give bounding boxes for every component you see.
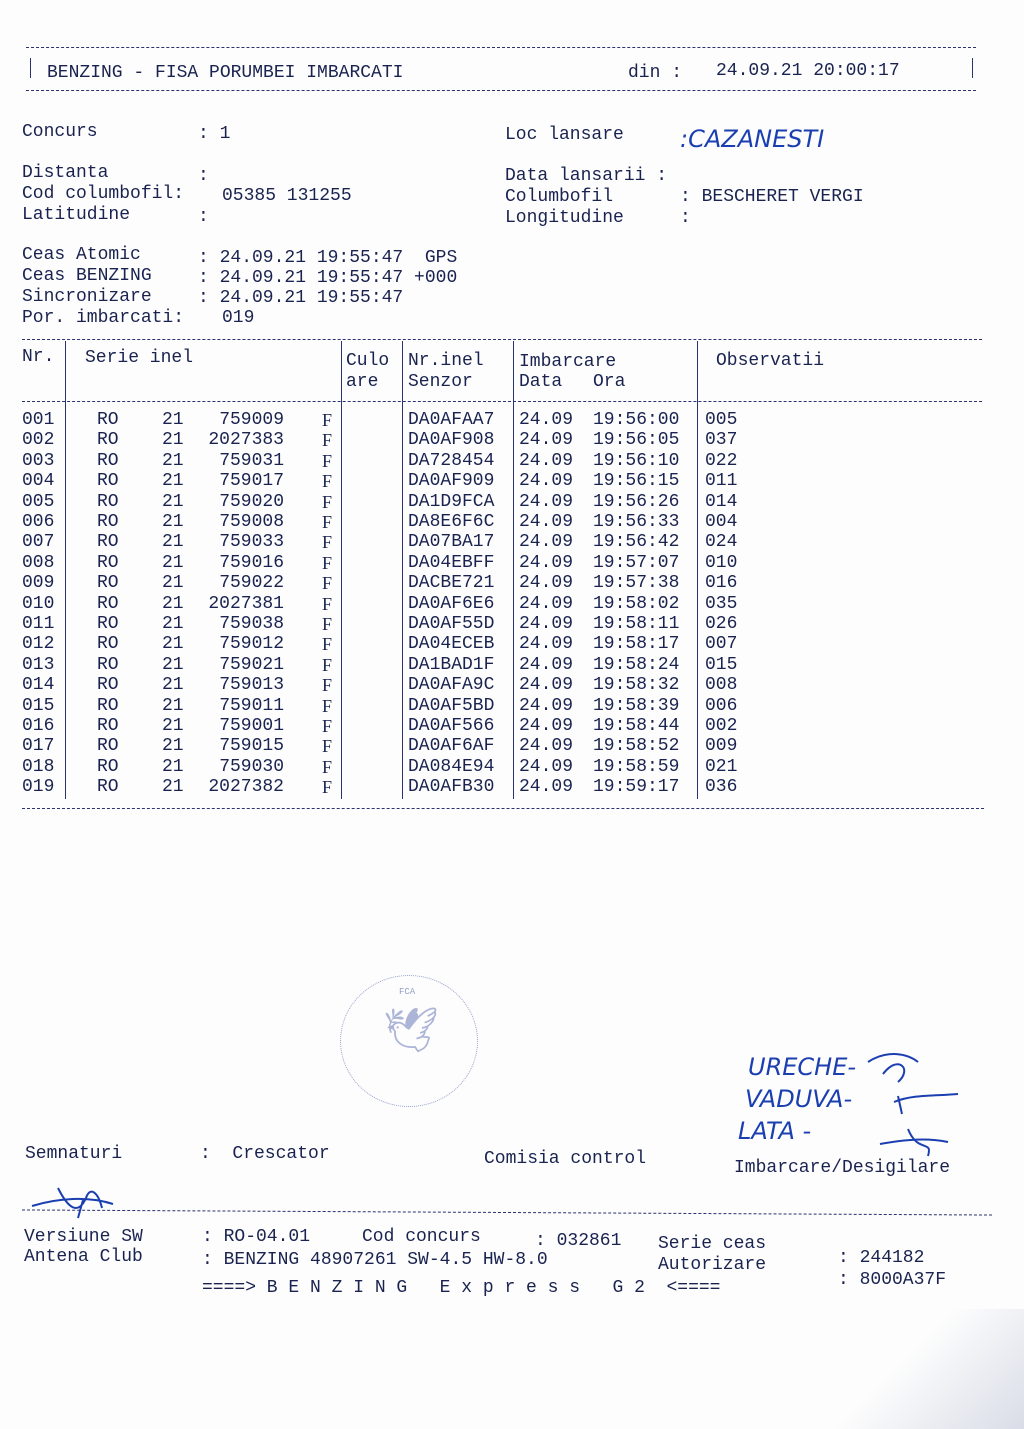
cell-sensor-id: DACBE721: [408, 573, 495, 594]
cell-nr: 016: [22, 716, 55, 736]
cell-ring-number: 759016: [219, 552, 284, 573]
serie-ceas-label: Serie ceas: [658, 1234, 767, 1254]
table-row: [0, 594, 760, 614]
cell-time: 19:57:38: [593, 573, 680, 594]
cell-country: RO: [97, 410, 119, 430]
cell-nr: 019: [22, 777, 55, 798]
cell-sensor-id: DA0AF5BD: [408, 695, 495, 716]
cell-time: 19:56:10: [593, 450, 680, 471]
cell-sex: F: [322, 471, 333, 492]
cell-year: 21: [162, 532, 184, 553]
cell-sensor-id: DA0AF566: [408, 716, 495, 736]
cell-country: RO: [97, 736, 119, 757]
cod-columbofil-label: Cod columbofil:: [22, 184, 185, 204]
cell-country: RO: [97, 552, 119, 573]
stamp-text: FCA: [399, 987, 416, 997]
col-imbarcare: Imbarcare: [519, 352, 617, 372]
cell-sensor-id: DA04ECEB: [408, 634, 495, 655]
col-culoare-2: are: [346, 372, 379, 392]
cell-year: 21: [162, 695, 184, 716]
cell-observation: 011: [705, 471, 738, 492]
cell-date: 24.09: [519, 573, 574, 594]
cell-year: 21: [162, 654, 184, 675]
cell-date: 24.09: [519, 450, 574, 471]
cell-sensor-id: DA0AFAA7: [408, 410, 495, 430]
cell-year: 21: [162, 675, 184, 696]
cell-nr: 008: [22, 552, 55, 573]
cell-date: 24.09: [519, 614, 574, 634]
cell-ring-number: 759012: [219, 634, 284, 655]
cell-year: 21: [162, 777, 184, 798]
cell-observation: 037: [705, 430, 738, 451]
cell-observation: 008: [705, 675, 738, 696]
handwritten-name-2: VADUVA-: [745, 1085, 853, 1113]
cell-country: RO: [97, 675, 119, 696]
cell-country: RO: [97, 716, 119, 736]
cell-year: 21: [162, 512, 184, 532]
cell-date: 24.09: [519, 777, 574, 798]
loc-lansare-label: Loc lansare: [505, 125, 624, 145]
cell-ring-number: 2027383: [208, 430, 284, 451]
table-row: [0, 757, 760, 777]
cell-ring-number: 759001: [219, 716, 284, 736]
cell-ring-number: 759038: [219, 614, 284, 634]
cell-ring-number: 2027381: [208, 593, 284, 614]
table-row: [0, 655, 760, 675]
distanta-value: :: [198, 166, 209, 186]
cell-sex: F: [322, 614, 333, 634]
cell-observation: 035: [705, 593, 738, 614]
cell-nr: 017: [22, 736, 55, 757]
cell-sex: F: [322, 634, 333, 655]
cell-sensor-id: DA04EBFF: [408, 552, 495, 573]
cell-observation: 006: [705, 695, 738, 716]
columbofil-value: : BESCHERET VERGI: [680, 187, 864, 207]
col-nr: Nr.: [22, 347, 55, 367]
cell-year: 21: [162, 614, 184, 634]
sincronizare-label: Sincronizare: [22, 287, 152, 307]
cell-country: RO: [97, 695, 119, 716]
cell-ring-number: 759021: [219, 654, 284, 675]
cell-sex: F: [322, 736, 333, 757]
autorizare-value: : 8000A37F: [838, 1270, 947, 1290]
cell-sensor-id: DA728454: [408, 450, 495, 471]
cell-country: RO: [97, 532, 119, 553]
cell-sex: F: [322, 410, 333, 430]
cell-time: 19:56:00: [593, 410, 680, 430]
cell-date: 24.09: [519, 552, 574, 573]
cell-nr: 013: [22, 654, 55, 675]
latitudine-label: Latitudine: [22, 205, 131, 225]
cell-time: 19:56:26: [593, 491, 680, 512]
cell-ring-number: 759033: [219, 532, 284, 553]
cell-sensor-id: DA0AF6E6: [408, 593, 495, 614]
cell-country: RO: [97, 614, 119, 634]
cell-ring-number: 759017: [219, 471, 284, 492]
cell-country: RO: [97, 777, 119, 798]
cell-observation: 026: [705, 614, 738, 634]
cell-sex: F: [322, 450, 333, 471]
cell-year: 21: [162, 634, 184, 655]
cell-date: 24.09: [519, 593, 574, 614]
col-nr-inel: Nr.inel: [408, 351, 484, 371]
cell-sensor-id: DA0AF55D: [408, 614, 495, 634]
cell-year: 21: [162, 471, 184, 492]
cell-sensor-id: DA0AFB30: [408, 777, 495, 798]
cell-observation: 005: [705, 410, 738, 430]
cod-concurs-value: : 032861: [535, 1231, 622, 1251]
cell-sex: F: [322, 695, 333, 716]
cell-nr: 018: [22, 756, 55, 777]
cell-country: RO: [97, 634, 119, 655]
cell-sensor-id: DA1BAD1F: [408, 654, 495, 675]
cell-sex: F: [322, 573, 333, 594]
latitudine-value: :: [198, 207, 209, 227]
data-lansarii-label: Data lansarii :: [505, 166, 668, 186]
antena-club-label: Antena Club: [24, 1247, 143, 1267]
dove-icon: 🕊: [383, 1009, 439, 1059]
divider: [30, 58, 31, 78]
scan-shadow: [824, 1309, 1024, 1429]
cell-nr: 004: [22, 471, 55, 492]
cell-sensor-id: DA8E6F6C: [408, 512, 495, 532]
cell-country: RO: [97, 450, 119, 471]
cell-date: 24.09: [519, 512, 574, 532]
document-title: BENZING - FISA PORUMBEI IMBARCATI: [47, 63, 404, 83]
cell-time: 19:59:17: [593, 777, 680, 798]
cell-time: 19:56:33: [593, 512, 680, 532]
ceas-benzing-label: Ceas BENZING: [22, 266, 152, 286]
cell-year: 21: [162, 491, 184, 512]
table-row: [0, 736, 760, 756]
cell-date: 24.09: [519, 471, 574, 492]
handwritten-name-3: LATA -: [738, 1117, 812, 1145]
cell-date: 24.09: [519, 716, 574, 736]
col-data: Data: [519, 372, 563, 392]
table-row: [0, 777, 760, 797]
table-row: [0, 675, 760, 695]
cell-date: 24.09: [519, 654, 574, 675]
loc-lansare-value: :CAZANESTI: [680, 125, 825, 153]
divider: [26, 90, 976, 91]
table-row: [0, 430, 760, 450]
table-row: [0, 492, 760, 512]
cell-sex: F: [322, 552, 333, 573]
cell-nr: 003: [22, 450, 55, 471]
table-bottom-border: [22, 808, 984, 809]
cell-observation: 021: [705, 756, 738, 777]
cell-sex: F: [322, 675, 333, 696]
cell-observation: 022: [705, 450, 738, 471]
cell-time: 19:57:07: [593, 552, 680, 573]
cell-sensor-id: DA084E94: [408, 756, 495, 777]
ceas-atomic-label: Ceas Atomic: [22, 245, 141, 265]
cell-sensor-id: DA1D9FCA: [408, 491, 495, 512]
cod-columbofil-value: 05385 131255: [222, 186, 352, 206]
cell-country: RO: [97, 756, 119, 777]
cell-time: 19:58:52: [593, 736, 680, 757]
cell-date: 24.09: [519, 410, 574, 430]
cell-country: RO: [97, 491, 119, 512]
cell-country: RO: [97, 471, 119, 492]
cell-nr: 001: [22, 410, 55, 430]
cell-year: 21: [162, 736, 184, 757]
cell-ring-number: 759015: [219, 736, 284, 757]
table-row: [0, 410, 760, 430]
cell-sensor-id: DA0AF909: [408, 471, 495, 492]
comisia-control-label: Comisia control: [484, 1149, 647, 1169]
table-row: [0, 471, 760, 491]
imbarcare-desigilare-label: Imbarcare/Desigilare: [734, 1158, 951, 1178]
concurs-label: Concurs: [22, 122, 98, 142]
cell-ring-number: 759030: [219, 756, 284, 777]
cell-nr: 009: [22, 573, 55, 594]
cell-time: 19:58:44: [593, 716, 680, 736]
table-row: [0, 614, 760, 634]
cell-nr: 011: [22, 614, 55, 634]
cell-sensor-id: DA07BA17: [408, 532, 495, 553]
cell-year: 21: [162, 552, 184, 573]
cell-observation: 002: [705, 716, 738, 736]
cell-observation: 010: [705, 552, 738, 573]
commission-signatures: [858, 1044, 958, 1164]
versiune-sw-value: : RO-04.01: [202, 1227, 311, 1247]
cell-time: 19:58:24: [593, 654, 680, 675]
cell-ring-number: 759031: [219, 450, 284, 471]
cell-sex: F: [322, 756, 333, 777]
cell-sex: F: [322, 654, 333, 675]
din-value: 24.09.21 20:00:17: [716, 61, 900, 81]
cell-date: 24.09: [519, 634, 574, 655]
cell-date: 24.09: [519, 756, 574, 777]
ceas-benzing-value: : 24.09.21 19:55:47 +000: [198, 268, 458, 288]
col-senzor: Senzor: [408, 372, 473, 392]
cell-year: 21: [162, 430, 184, 451]
cell-time: 19:56:05: [593, 430, 680, 451]
concurs-value: : 1: [198, 124, 231, 144]
table-row: [0, 573, 760, 593]
cell-nr: 007: [22, 532, 55, 553]
cell-year: 21: [162, 573, 184, 594]
handwritten-name-1: URECHE-: [748, 1053, 857, 1081]
cell-nr: 014: [22, 675, 55, 696]
table-row: [0, 532, 760, 552]
cell-ring-number: 759011: [219, 695, 284, 716]
cell-sex: F: [322, 532, 333, 553]
cell-ring-number: 2027382: [208, 777, 284, 798]
cell-sex: F: [322, 430, 333, 451]
cell-observation: 036: [705, 777, 738, 798]
cell-year: 21: [162, 410, 184, 430]
longitudine-label: Longitudine: [505, 208, 624, 228]
cell-observation: 014: [705, 491, 738, 512]
cell-ring-number: 759008: [219, 512, 284, 532]
col-observatii: Observatii: [716, 351, 825, 371]
table-row: [0, 634, 760, 654]
cell-year: 21: [162, 450, 184, 471]
porumbei-imbarcati-value: 019: [222, 308, 255, 328]
longitudine-value: :: [680, 208, 691, 228]
cell-sex: F: [322, 512, 333, 532]
cell-country: RO: [97, 512, 119, 532]
cell-time: 19:56:15: [593, 471, 680, 492]
cell-country: RO: [97, 593, 119, 614]
porumbei-imbarcati-label: Por. imbarcati:: [22, 308, 185, 328]
versiune-sw-label: Versiune SW: [24, 1227, 143, 1247]
cell-sex: F: [322, 716, 333, 736]
divider: [22, 1209, 992, 1215]
table-row: [0, 512, 760, 532]
cell-nr: 005: [22, 491, 55, 512]
cell-time: 19:58:11: [593, 614, 680, 634]
cell-date: 24.09: [519, 695, 574, 716]
cod-concurs-label: Cod concurs: [362, 1227, 481, 1247]
col-culoare: Culo: [346, 351, 390, 371]
cell-sensor-id: DA0AFA9C: [408, 675, 495, 696]
table-row: [0, 716, 760, 736]
cell-time: 19:56:42: [593, 532, 680, 553]
cell-time: 19:58:59: [593, 756, 680, 777]
table-top-border: [22, 339, 982, 340]
cell-observation: 007: [705, 634, 738, 655]
table-header-border: [22, 401, 982, 402]
crescator-signature: [28, 1178, 118, 1223]
col-ora: Ora: [593, 372, 626, 392]
distanta-label: Distanta: [22, 163, 109, 183]
cell-country: RO: [97, 654, 119, 675]
cell-ring-number: 759009: [219, 410, 284, 430]
serie-ceas-value: : 244182: [838, 1248, 925, 1268]
cell-nr: 012: [22, 634, 55, 655]
cell-time: 19:58:17: [593, 634, 680, 655]
cell-date: 24.09: [519, 491, 574, 512]
cell-sex: F: [322, 491, 333, 512]
crescator-label: : Crescator: [200, 1144, 330, 1164]
table-row: [0, 696, 760, 716]
sincronizare-value: : 24.09.21 19:55:47: [198, 288, 404, 308]
cell-date: 24.09: [519, 430, 574, 451]
autorizare-label: Autorizare: [658, 1255, 767, 1275]
col-serie-inel: Serie inel: [85, 348, 194, 368]
cell-observation: 004: [705, 512, 738, 532]
cell-nr: 015: [22, 695, 55, 716]
cell-sex: F: [322, 777, 333, 798]
cell-sex: F: [322, 593, 333, 614]
cell-observation: 016: [705, 573, 738, 594]
table-row: [0, 451, 760, 471]
club-stamp: [340, 975, 478, 1107]
cell-country: RO: [97, 573, 119, 594]
cell-observation: 015: [705, 654, 738, 675]
cell-sensor-id: DA0AF908: [408, 430, 495, 451]
cell-country: RO: [97, 430, 119, 451]
cell-date: 24.09: [519, 532, 574, 553]
antena-club-value: : BENZING 48907261 SW-4.5 HW-8.0: [202, 1250, 548, 1270]
divider: [972, 58, 973, 78]
semnaturi-label: Semnaturi: [25, 1144, 123, 1164]
cell-time: 19:58:32: [593, 675, 680, 696]
cell-nr: 002: [22, 430, 55, 451]
cell-observation: 024: [705, 532, 738, 553]
table-row: [0, 553, 760, 573]
cell-ring-number: 759013: [219, 675, 284, 696]
ceas-atomic-value: : 24.09.21 19:55:47 GPS: [198, 248, 458, 268]
cell-time: 19:58:39: [593, 695, 680, 716]
cell-nr: 006: [22, 512, 55, 532]
divider: [26, 47, 976, 48]
cell-ring-number: 759020: [219, 491, 284, 512]
cell-year: 21: [162, 716, 184, 736]
cell-year: 21: [162, 593, 184, 614]
cell-time: 19:58:02: [593, 593, 680, 614]
din-label: din :: [628, 63, 683, 83]
cell-date: 24.09: [519, 675, 574, 696]
columbofil-label: Columbofil: [505, 187, 614, 207]
cell-year: 21: [162, 756, 184, 777]
benzing-express-banner: ====> B E N Z I N G E x p r e s s G 2 <====: [202, 1278, 721, 1298]
cell-date: 24.09: [519, 736, 574, 757]
cell-observation: 009: [705, 736, 738, 757]
cell-nr: 010: [22, 593, 55, 614]
cell-sensor-id: DA0AF6AF: [408, 736, 495, 757]
cell-ring-number: 759022: [219, 573, 284, 594]
